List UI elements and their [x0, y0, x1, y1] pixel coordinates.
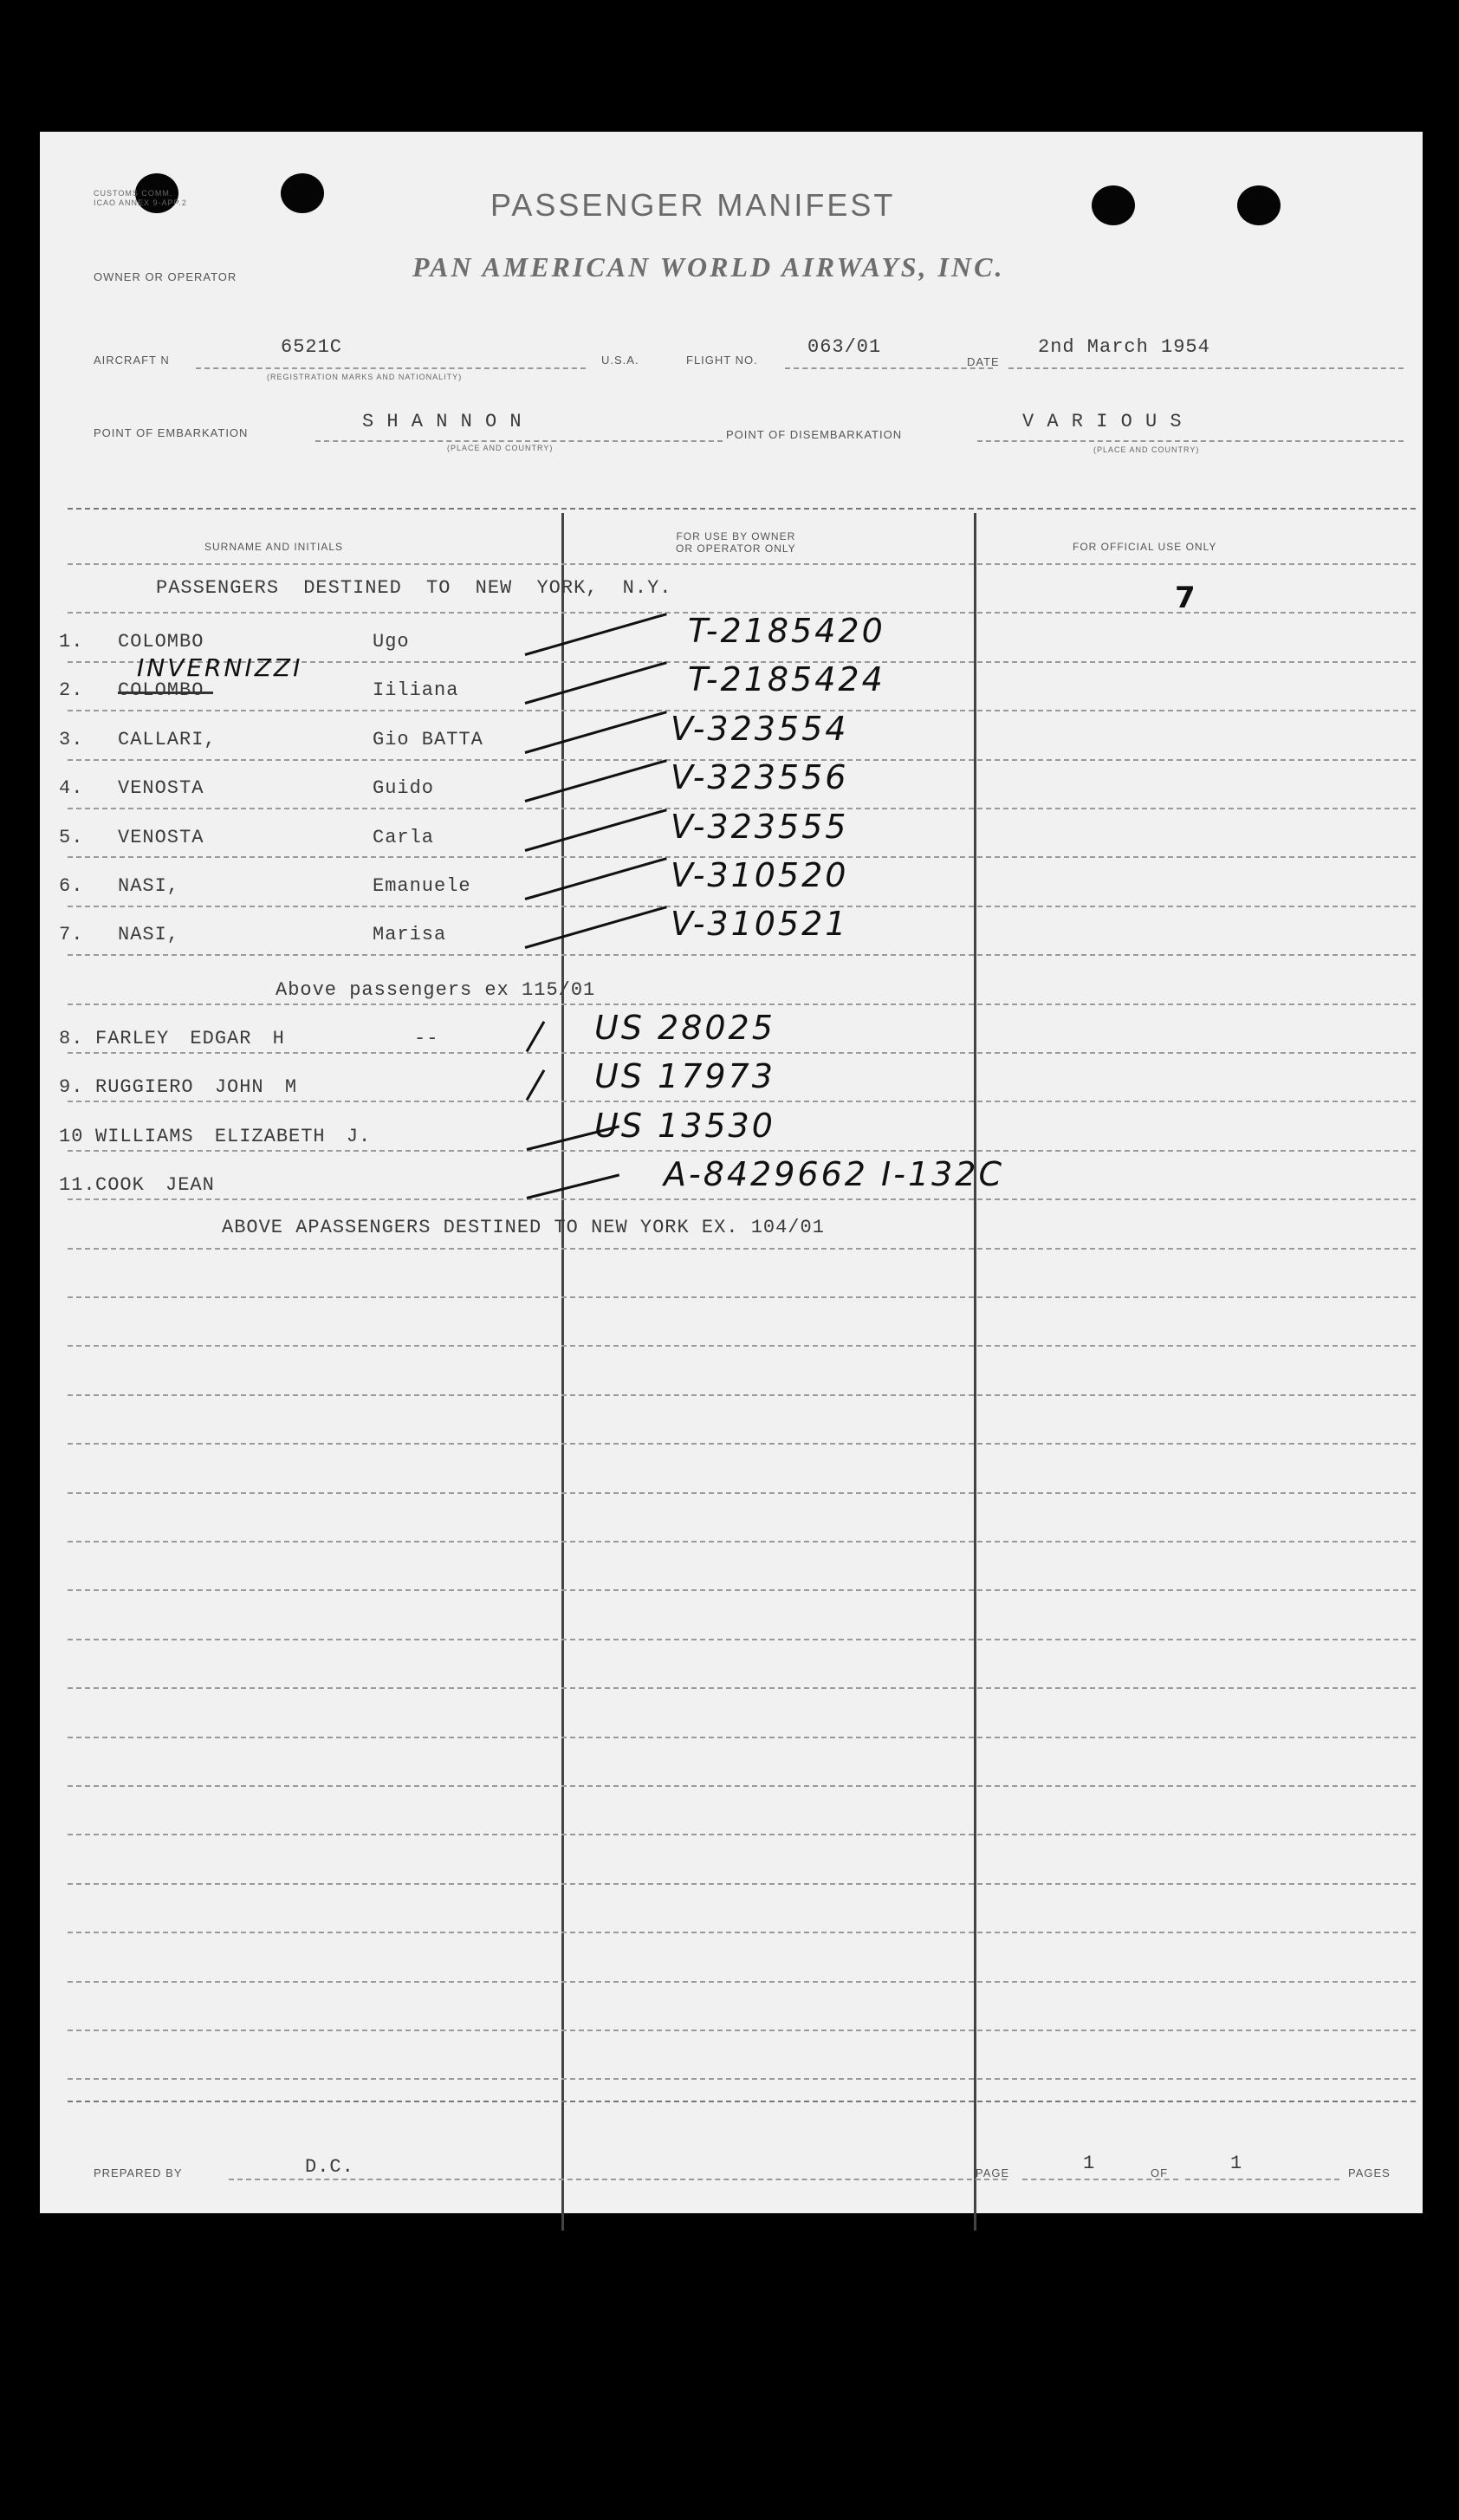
handwritten-document-number: US 17973: [594, 1057, 775, 1095]
table-bottom-rule: [68, 2101, 1416, 2102]
handwritten-document-number: V-310520: [671, 856, 849, 894]
handwritten-correction: INVERNIZZI: [137, 653, 303, 682]
punch-hole: [1092, 185, 1135, 225]
disembarkation-value: V A R I O U S: [1022, 411, 1183, 432]
passenger-number: 9.: [59, 1076, 84, 1098]
date-label: DATE: [967, 355, 1000, 368]
table-rule: [68, 1296, 1416, 1298]
table-rule: [68, 1687, 1416, 1689]
handwritten-document-number: T-2185420: [688, 612, 885, 650]
check-mark: [527, 1173, 619, 1199]
flight-label: FLIGHT NO.: [686, 354, 758, 367]
check-mark: [525, 857, 667, 900]
embarkation-value: S H A N N O N: [362, 411, 522, 432]
aircraft-value: 6521C: [281, 336, 343, 358]
table-rule: [68, 1737, 1416, 1738]
check-mark: [526, 1069, 546, 1101]
passenger-number: 5.: [59, 827, 84, 848]
of-label: OF: [1151, 2166, 1169, 2179]
passenger-given-name: Emanuele: [373, 875, 471, 897]
page-value: 1: [1083, 2153, 1096, 2174]
table-rule: [68, 1150, 1416, 1152]
handwritten-document-number: V-323555: [671, 808, 849, 846]
passenger-surname: COLOMBO: [118, 631, 204, 653]
table-rule: [68, 1883, 1416, 1885]
column-divider: [974, 513, 976, 2231]
col-header-operator-line1: FOR USE BY OWNER: [676, 530, 796, 542]
table-top-rule: [68, 508, 1416, 510]
check-mark: [526, 1021, 546, 1052]
table-rule: [68, 1589, 1416, 1591]
table-rule: [68, 1198, 1416, 1200]
prepared-value: D.C.: [305, 2156, 354, 2178]
table-rule: [68, 1932, 1416, 1933]
manifest-sheet: [40, 132, 1423, 2213]
passenger-given-name: Iiliana: [373, 679, 459, 701]
form-code: CUSTOMS COMM. ICAO ANNEX 9-APP.2: [94, 189, 187, 207]
passenger-number: 10: [59, 1126, 84, 1147]
passenger-number: 4.: [59, 777, 84, 799]
embarkation-underline: [315, 440, 723, 442]
disembarkation-note: (PLACE AND COUNTRY): [1093, 445, 1200, 454]
passenger-name: WILLIAMS ELIZABETH J.: [95, 1126, 372, 1147]
table-rule: [68, 1834, 1416, 1835]
handwritten-document-number: US 13530: [594, 1107, 775, 1145]
column-divider: [561, 513, 564, 2231]
handwritten-document-number: A-8429662 I-132C: [664, 1155, 1005, 1193]
col-header-operator: [676, 530, 796, 555]
airline-name: PAN AMERICAN WORLD AIRWAYS, INC.: [412, 251, 1005, 283]
check-mark: [525, 711, 667, 754]
handwritten-document-number: T-2185424: [688, 660, 885, 698]
passenger-number: 11.: [59, 1174, 96, 1196]
punch-hole: [281, 173, 324, 213]
note-destined: ABOVE APASSENGERS DESTINED TO NEW YORK EX. 104/01: [222, 1217, 825, 1238]
prepared-label: PREPARED BY: [94, 2166, 183, 2179]
passenger-name: RUGGIERO JOHN M: [95, 1076, 298, 1098]
handwritten-document-number: V-323556: [671, 758, 849, 796]
passenger-given-name: Gio BATTA: [373, 729, 483, 750]
page-label: PAGE: [976, 2166, 1010, 2179]
passenger-extra: --: [414, 1028, 439, 1049]
punch-hole: [1237, 185, 1281, 225]
check-mark: [525, 809, 667, 852]
passenger-surname: CALLARI,: [118, 729, 217, 750]
passenger-given-name: Ugo: [373, 631, 410, 653]
pages-label: PAGES: [1348, 2166, 1391, 2179]
table-rule: [68, 1492, 1416, 1494]
owner-label: OWNER OR OPERATOR: [94, 270, 237, 283]
disembarkation-underline: [977, 440, 1404, 442]
table-rule: [68, 1101, 1416, 1102]
passenger-number: 2.: [59, 679, 84, 701]
passenger-surname: NASI,: [118, 924, 180, 945]
passenger-given-name: Marisa: [373, 924, 447, 945]
check-mark: [525, 759, 667, 802]
embarkation-note: (PLACE AND COUNTRY): [447, 444, 554, 452]
passenger-surname: NASI,: [118, 875, 180, 897]
strike-through: [118, 692, 213, 694]
col-header-official: FOR OFFICIAL USE ONLY: [1073, 541, 1217, 553]
table-rule: [68, 954, 1416, 956]
table-rule: [68, 1394, 1416, 1396]
passenger-number: 6.: [59, 875, 84, 897]
table-rule: [68, 1981, 1416, 1983]
flight-value: 063/01: [807, 336, 882, 358]
embarkation-label: POINT OF EMBARKATION: [94, 426, 249, 439]
table-rule: [68, 563, 1416, 565]
table-rule: [68, 1639, 1416, 1640]
section-heading: PASSENGERS DESTINED TO NEW YORK, N.Y.: [156, 577, 672, 599]
table-rule: [68, 1248, 1416, 1250]
col-header-name: SURNAME AND INITIALS: [204, 541, 344, 553]
date-underline: [1008, 367, 1404, 369]
handwritten-document-number: US 28025: [594, 1009, 775, 1047]
prepared-underline: [229, 2179, 1007, 2180]
handwritten-document-number: V-310521: [671, 905, 849, 943]
table-rule: [68, 2030, 1416, 2031]
table-rule: [68, 1541, 1416, 1543]
note-above-passengers: Above passengers ex 115/01: [276, 979, 596, 1001]
page-title: PASSENGER MANIFEST: [490, 187, 896, 223]
date-value: 2nd March 1954: [1038, 336, 1210, 358]
table-rule: [68, 1052, 1416, 1054]
passenger-surname: COLOMBO: [118, 679, 204, 701]
table-rule: [68, 2078, 1416, 2080]
passenger-given-name: Guido: [373, 777, 435, 799]
passenger-number: 3.: [59, 729, 84, 750]
usa-label: U.S.A.: [601, 354, 639, 367]
table-rule: [68, 1785, 1416, 1787]
table-rule: [68, 1345, 1416, 1347]
aircraft-underline: [196, 367, 586, 369]
passenger-number: 7.: [59, 924, 84, 945]
passenger-number: 1.: [59, 631, 84, 653]
flight-underline: [785, 367, 993, 369]
passenger-name: COOK JEAN: [95, 1174, 215, 1196]
passenger-given-name: Carla: [373, 827, 435, 848]
disembarkation-label: POINT OF DISEMBARKATION: [726, 428, 903, 441]
passenger-surname: VENOSTA: [118, 777, 204, 799]
official-mark: 7: [1175, 581, 1196, 615]
registration-note: (REGISTRATION MARKS AND NATIONALITY): [267, 373, 463, 381]
passenger-surname: VENOSTA: [118, 827, 204, 848]
check-mark: [525, 906, 667, 949]
aircraft-label: AIRCRAFT N: [94, 354, 170, 367]
table-rule: [68, 1443, 1416, 1445]
passenger-number: 8.: [59, 1028, 84, 1049]
of-value: 1: [1230, 2153, 1243, 2174]
passenger-name: FARLEY EDGAR H: [95, 1028, 285, 1049]
check-mark: [525, 661, 667, 705]
check-mark: [525, 613, 667, 656]
col-header-operator-line2: OR OPERATOR ONLY: [676, 542, 796, 555]
handwritten-document-number: V-323554: [671, 710, 849, 748]
of-underline: [1185, 2179, 1339, 2180]
table-rule: [68, 1003, 1416, 1005]
